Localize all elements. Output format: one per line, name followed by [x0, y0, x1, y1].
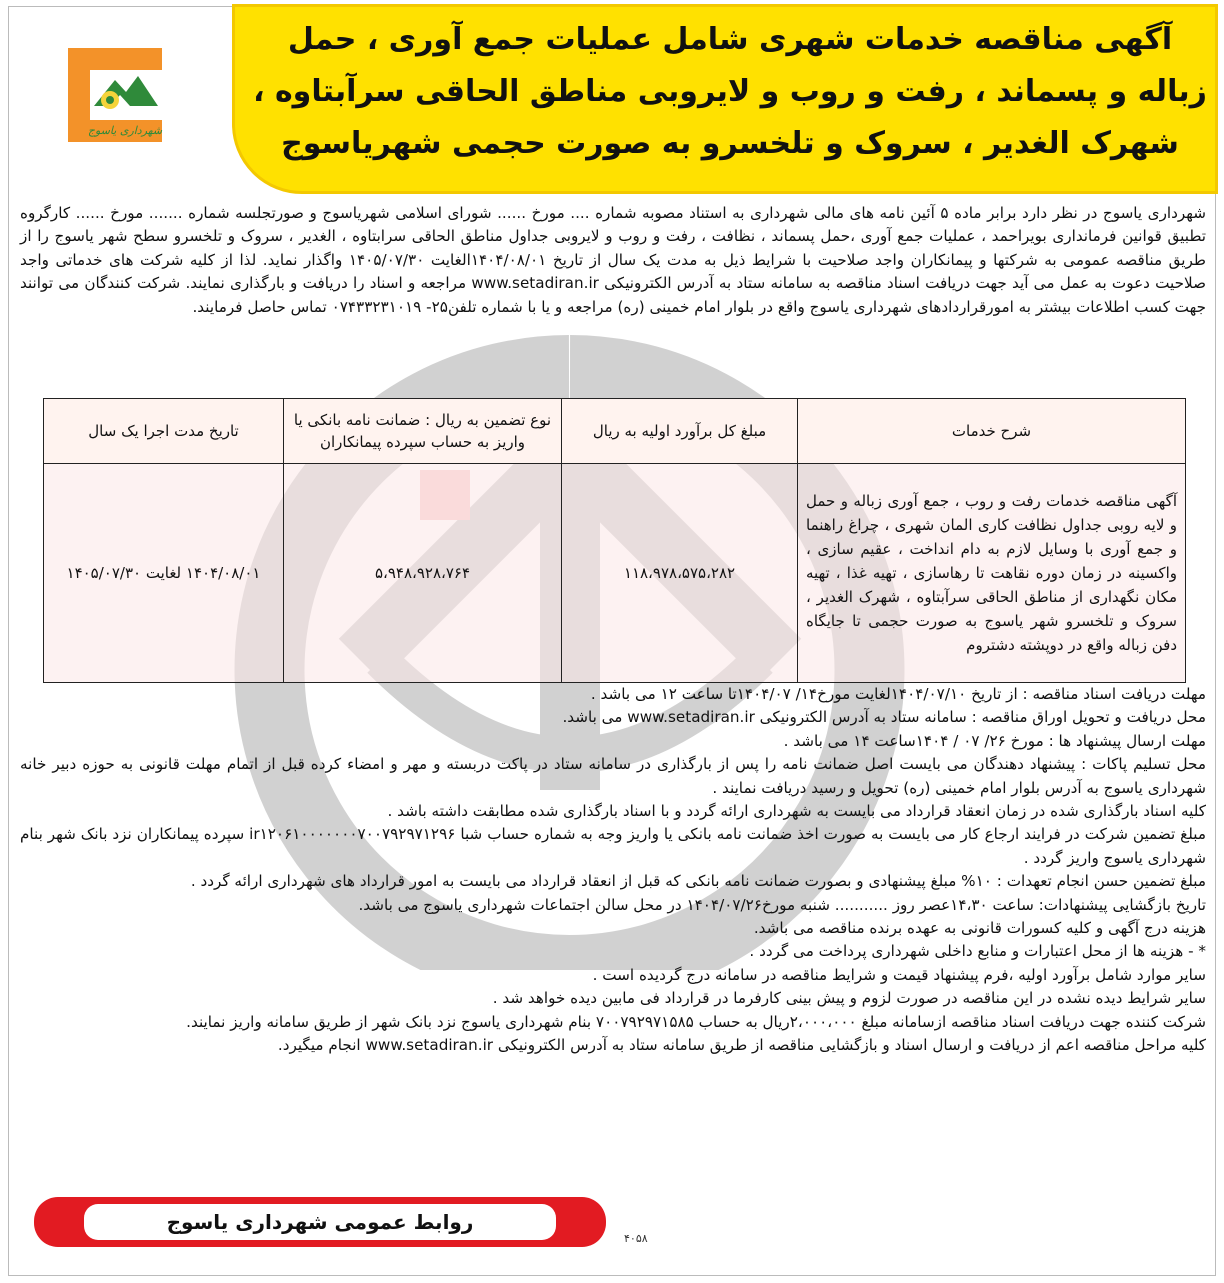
detail-line: شرکت کننده جهت دریافت اسناد مناقصه ازسامانه مبلغ ۲،۰۰۰،۰۰۰ریال به حساب ۷۰۰۷۹۲۹۷۱۵۸۵ بنام شهرداری یاسوج نزد بانک شهر از طریق سامانه واریز نمایند.: [186, 1012, 1206, 1031]
detail-line: مبلغ تضمین شرکت در فرایند ارجاع کار می بایست به صورت اخذ ضمانت نامه بانکی یا واریز وجه به شماره حساب شبا ir۱۲۰۶۱۰۰۰۰۰۰۰۷۰۰۷۹۲۹۷۱۲۹۶ سپرده پیمانکاران نزد بانک شهر بنام شهرداری یاسوج واریز گردد .: [20, 825, 1206, 867]
table-row: [44, 464, 1186, 683]
detail-line: تاریخ بازگشایی پیشنهادات: ساعت ۱۴،۳۰عصر روز ........... شنبه مورخ۱۴۰۴/۰۷/۲۶ در محل سالن اجتماعات شهرداری یاسوج می باشد.: [358, 895, 1206, 914]
detail-line: سایر موارد شامل برآورد اولیه ،فرم پیشنهاد قیمت و شرایط مناقصه در سامانه درج گردیده است .: [592, 965, 1206, 984]
tender-details: [20, 683, 1206, 1058]
detail-line: محل دریافت و تحویل اوراق مناقصه : سامانه ستاد به آدرس الکترونیکی www.setadiran.ir می باشد.: [562, 708, 1206, 727]
detail-line: کلیه مراحل مناقصه اعم از دریافت و ارسال اسناد و بازگشایی مناقصه از طریق سامانه ستاد به آدرس الکترونیکی www.setadiran.ir انجام میگیرد.: [277, 1036, 1206, 1055]
page-title: آگهی مناقصه خدمات شهری شامل عملیات جمع آوری ، حمل زباله و پسماند ، رفت و روب و لایروبی مناطق الحاقی سرآبتاوه ، شهرک الغدیر ، سروک و تلخسرو به صورت حجمی شهریاسوج: [253, 22, 1207, 161]
detail-line: محل تسلیم پاکات : پیشنهاد دهندگان می بایست اصل ضمانت نامه را پس از بارگذاری در سامانه ستاد در پاکت دربسته و مهر و امضاء کرده قبل از اتمام مهلت قانونی به حوزه دبیر خانه شهرداری یاسوج به آدرس بلوار امام خمینی (ره) تحویل و رسید دریافت نمایند .: [20, 755, 1206, 797]
header-estimate: مبلغ کل برآورد اولیه به ریال: [562, 399, 798, 464]
cell-estimate: ۱۱۸،۹۷۸،۵۷۵،۲۸۲: [562, 464, 798, 683]
detail-line: مهلت دریافت اسناد مناقصه : از تاریخ ۱۴۰۴/۰۷/۱۰لغایت مورخ۱۴/ ۱۴۰۴/۰۷تا ساعت ۱۲ می باشد .: [590, 685, 1206, 703]
detail-line: سایر شرایط دیده نشده در این مناقصه در صورت لزوم و پیش بینی کارفرما در قرارداد فی مابین دیده خواهد شد .: [492, 989, 1206, 1008]
detail-line: هزینه درج آگهی و کلیه کسورات قانونی به عهده برنده مناقصه می باشد.: [753, 919, 1206, 938]
logo-caption: شهرداری یاسوج: [87, 124, 163, 137]
intro-paragraph: شهرداری یاسوج در نظر دارد برابر ماده ۵ آئین نامه های مالی شهرداری به استناد مصوبه شماره .... مورخ ...... شورای اسلامی شهریاسوج و صورتجلسه شماره ....... مورخ ...... کارگروه تطبیق قوانین فرمانداری بویراحمد ، عملیات جمع آوری ،حمل پسماند ، نظافت ، رفت و روب و لایروبی جداول مناطق الحاقی سرابتاوه ، الغدیر ، سروک و تلخسرو سطح شهر یاسوج را از طریق مناقصه عمومی به شرکتها و پیمانکاران واجد صلاحیت با شرایط ذیل به مدت یک سال از تاریخ ۱۴۰۴/۰۸/۰۱الغایت ۱۴۰۵/۰۷/۳۰ واگذار نماید. لذا از کلیه شرکت های خدماتی واجد صلاحیت دعوت به عمل می آید جهت دریافت اسناد مناقصه به سامانه ستاد به آدرس الکترونیکی www.setadiran.ir مراجعه و اسناد را دریافت و بارگذاری نمایند. شرکت کنندگان می توانند جهت کسب اطلاعات بیشتر به امورقراردادهای شهرداری یاسوج واقع در بلوار امام خمینی (ره) مراجعه و یا با شماره تلفن۲۵- ۰۷۴۳۳۲۳۱۰۱۹ تماس حاصل فرمایند.: [20, 204, 1206, 316]
cell-guarantee: ۵،۹۴۸،۹۲۸،۷۶۴: [284, 464, 562, 683]
table-header-row: [44, 399, 1186, 464]
detail-line: کلیه اسناد بارگذاری شده در زمان انعقاد قرارداد می بایست به شهرداری ارائه گردد و با اسناد بارگذاری شده مطابقت داشته باشد .: [387, 802, 1206, 821]
footer-label: روابط عمومی شهرداری یاسوج: [84, 1204, 556, 1240]
detail-line: مبلغ تضمین حسن انجام تعهدات : ۱۰% مبلغ پیشنهادی و بصورت ضمانت نامه بانکی که قبل از انعقاد قرارداد می بایست به امور قرارداد های شهرداری ارائه گردد .: [190, 872, 1206, 891]
header-guarantee: نوع تضمین به ریال : ضمانت نامه بانکی یا واریز به حساب سپرده پیمانکاران: [284, 399, 562, 464]
header-duration: تاریخ مدت اجرا یک سال: [44, 399, 284, 464]
cell-service: آگهی مناقصه خدمات رفت و روب ، جمع آوری زباله و حمل و لایه روبی جداول نظافت کاری المان شهری ، چراغ راهنما و جمع آوری با وسایل لازم به دام انداخت ، عقیم سازی ، واکسینه در زمان دوره نقاهت تا رهاسازی ، تهیه غذا ، تهیه مکان نگهداری از مناطق الحاقی سرآبتاوه ، شهرک الغدیر ، سروک و تلخسرو شهر یاسوج به صورت حجمی تا جایگاه دفن زباله واقع در دوپشته دشتروم: [798, 464, 1186, 683]
tender-table: [43, 398, 1186, 683]
detail-line: مهلت ارسال پیشنهاد ها : مورخ ۲۶/ ۰۷ / ۱۴۰۴ساعت ۱۴ می باشد .: [783, 731, 1206, 750]
page-code: ۴۰۵۸: [624, 1232, 648, 1245]
cell-duration: ۱۴۰۴/۰۸/۰۱ لغایت ۱۴۰۵/۰۷/۳۰: [44, 464, 284, 683]
footer-banner: [34, 1197, 606, 1247]
header-service: شرح خدمات: [798, 399, 1186, 464]
detail-line: * - هزینه ها از محل اعتبارات و منابع داخلی شهرداری پرداخت می گردد .: [749, 942, 1206, 961]
